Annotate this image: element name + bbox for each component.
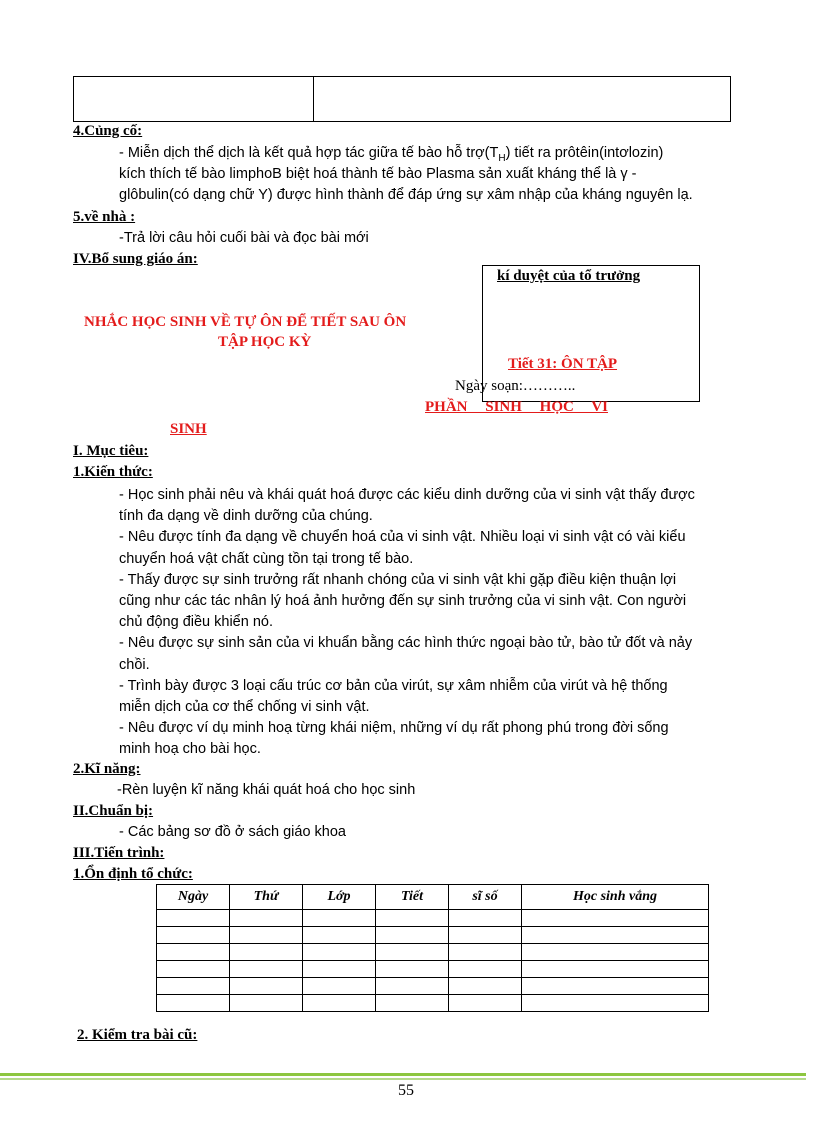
table-cell <box>522 978 709 995</box>
table-cell <box>376 961 449 978</box>
knowledge-3a: - Thấy được sự sinh trưởng rất nhanh chóng của vi sinh vật khi gặp điều kiện thuận lợi <box>119 571 677 588</box>
part-title-line-2: SINH <box>170 421 207 437</box>
table-cell <box>230 910 303 927</box>
knowledge-1b: tính đa dạng về dinh dưỡng của chúng. <box>119 508 373 525</box>
col-period: Tiết <box>376 885 449 910</box>
consolidation-line-3: glôbulin(có dạng chữ Y) được hình thành để đáp ứng sự xâm nhập của kháng nguyên lạ. <box>119 187 693 203</box>
col-class: Lớp <box>303 885 376 910</box>
footer-rule <box>0 1073 806 1076</box>
date-label: Ngày soạn:……….. <box>455 378 576 394</box>
lesson-title: Tiết 31: ÔN TẬP <box>508 356 618 372</box>
consolidation-line-2: kích thích tế bào limphoB biệt hoá thành tế bào Plasma sản xuất kháng thể là γ - <box>119 166 637 182</box>
col-size: sĩ số <box>449 885 522 910</box>
table-cell <box>157 995 230 1012</box>
col-weekday: Thứ <box>230 885 303 910</box>
table-row <box>157 978 709 995</box>
page-number: 55 <box>398 1082 414 1099</box>
reminder-line-2: TẬP HỌC KỲ <box>218 334 312 350</box>
table-row <box>157 910 709 927</box>
table-cell <box>303 961 376 978</box>
consolidation-heading: 4.Củng cố: <box>73 123 143 139</box>
knowledge-heading: 1.Kiến thức: <box>73 464 153 480</box>
knowledge-5b: miễn dịch của cơ thể chống vi sinh vật. <box>119 699 370 716</box>
knowledge-5a: - Trình bày được 3 loại cấu trúc cơ bản của virút, sự xâm nhiễm của virút và hệ thống <box>119 677 668 694</box>
table-cell <box>522 910 709 927</box>
table-cell <box>157 978 230 995</box>
knowledge-3b: cũng như các tác nhân lý hoá ảnh hưởng đến sự sinh trưởng của vi sinh vật. Con người <box>119 593 687 610</box>
knowledge-2b: chuyển hoá vật chất cùng tồn tại trong tế bào. <box>119 550 414 567</box>
table-cell <box>230 978 303 995</box>
table-cell <box>230 927 303 944</box>
knowledge-6b: minh hoạ cho bài học. <box>119 741 261 758</box>
knowledge-3c: chủ động điều khiển nó. <box>119 614 273 631</box>
table-cell <box>376 910 449 927</box>
table-cell <box>230 961 303 978</box>
skills-text: -Rèn luyện kĩ năng khái quát hoá cho học sinh <box>117 782 416 798</box>
knowledge-4b: chồi. <box>119 656 150 673</box>
homework-heading: 5.về nhà : <box>73 209 136 225</box>
knowledge-1a: - Học sinh phải nêu và khái quát hoá được các kiểu dinh dưỡng của vi sinh vật thấy được <box>119 487 695 503</box>
check-heading: 2. Kiểm tra bài cũ: <box>77 1027 198 1043</box>
part-title-line-1: PHẦN SINH HỌC VI <box>425 399 608 415</box>
table-row <box>157 995 709 1012</box>
consolidation-line-1: - Miễn dịch thể dịch là kết quả hợp tác giữa tế bào hỗ $trợ(T_H)$ tiết ra prôtêin(intơlozin) <box>119 145 664 164</box>
preparation-heading: II.Chuẩn bị: <box>73 803 154 819</box>
col-absent: Học sinh vắng <box>522 885 709 910</box>
table-cell <box>376 978 449 995</box>
table-cell <box>157 910 230 927</box>
table-cell <box>157 944 230 961</box>
table-cell <box>230 944 303 961</box>
supplement-heading: IV.Bổ sung giáo án: <box>73 251 198 267</box>
table-cell <box>230 995 303 1012</box>
table-cell <box>376 927 449 944</box>
objectives-heading: I. Mục tiêu: <box>73 443 149 459</box>
table-cell <box>303 978 376 995</box>
table-cell <box>522 944 709 961</box>
top-table <box>73 76 731 122</box>
approval-title: kí duyệt của tổ trưởng <box>497 268 641 284</box>
knowledge-4a: - Nêu được sự sinh sản của vi khuẩn bằng các hình thức ngoại bào tử, bào tử đốt và nảy <box>119 635 693 652</box>
table-cell <box>157 961 230 978</box>
table-cell <box>449 944 522 961</box>
table-cell <box>449 961 522 978</box>
table-row <box>157 944 709 961</box>
table-row <box>157 927 709 944</box>
table-cell <box>522 927 709 944</box>
organize-heading: 1.Ổn định tổ chức: <box>73 866 193 882</box>
homework-text: -Trả lời câu hỏi cuối bài và đọc bài mới <box>119 230 369 246</box>
knowledge-list <box>119 485 759 761</box>
table-row <box>157 961 709 978</box>
footer-rule-thin <box>0 1078 806 1080</box>
table-cell <box>157 927 230 944</box>
reminder-line-1: NHẮC HỌC SINH VỀ TỰ ÔN ĐỂ TIẾT SAU ÔN <box>84 314 407 330</box>
preparation-text: - Các bảng sơ đồ ở sách giáo khoa <box>119 824 346 840</box>
table-cell <box>522 961 709 978</box>
skills-heading: 2.Kĩ năng: <box>73 761 141 777</box>
table-cell <box>522 995 709 1012</box>
process-heading: III.Tiến trình: <box>73 845 165 861</box>
table-cell <box>449 927 522 944</box>
attendance-table <box>156 884 709 1012</box>
table-cell <box>449 910 522 927</box>
table-divider <box>313 77 314 121</box>
table-cell <box>303 944 376 961</box>
table-header-row <box>157 885 709 910</box>
table-cell <box>303 995 376 1012</box>
knowledge-6a: - Nêu được ví dụ minh hoạ từng khái niệm, những ví dụ rất phong phú trong đời sống <box>119 720 669 737</box>
table-cell <box>376 995 449 1012</box>
table-cell <box>449 995 522 1012</box>
knowledge-2a: - Nêu được tính đa dạng về chuyển hoá của vi sinh vật. Nhiều loại vi sinh vật có vài kiểu <box>119 529 686 546</box>
table-cell <box>376 944 449 961</box>
table-cell <box>303 927 376 944</box>
table-cell <box>303 910 376 927</box>
table-cell <box>449 978 522 995</box>
col-date: Ngày <box>157 885 230 910</box>
